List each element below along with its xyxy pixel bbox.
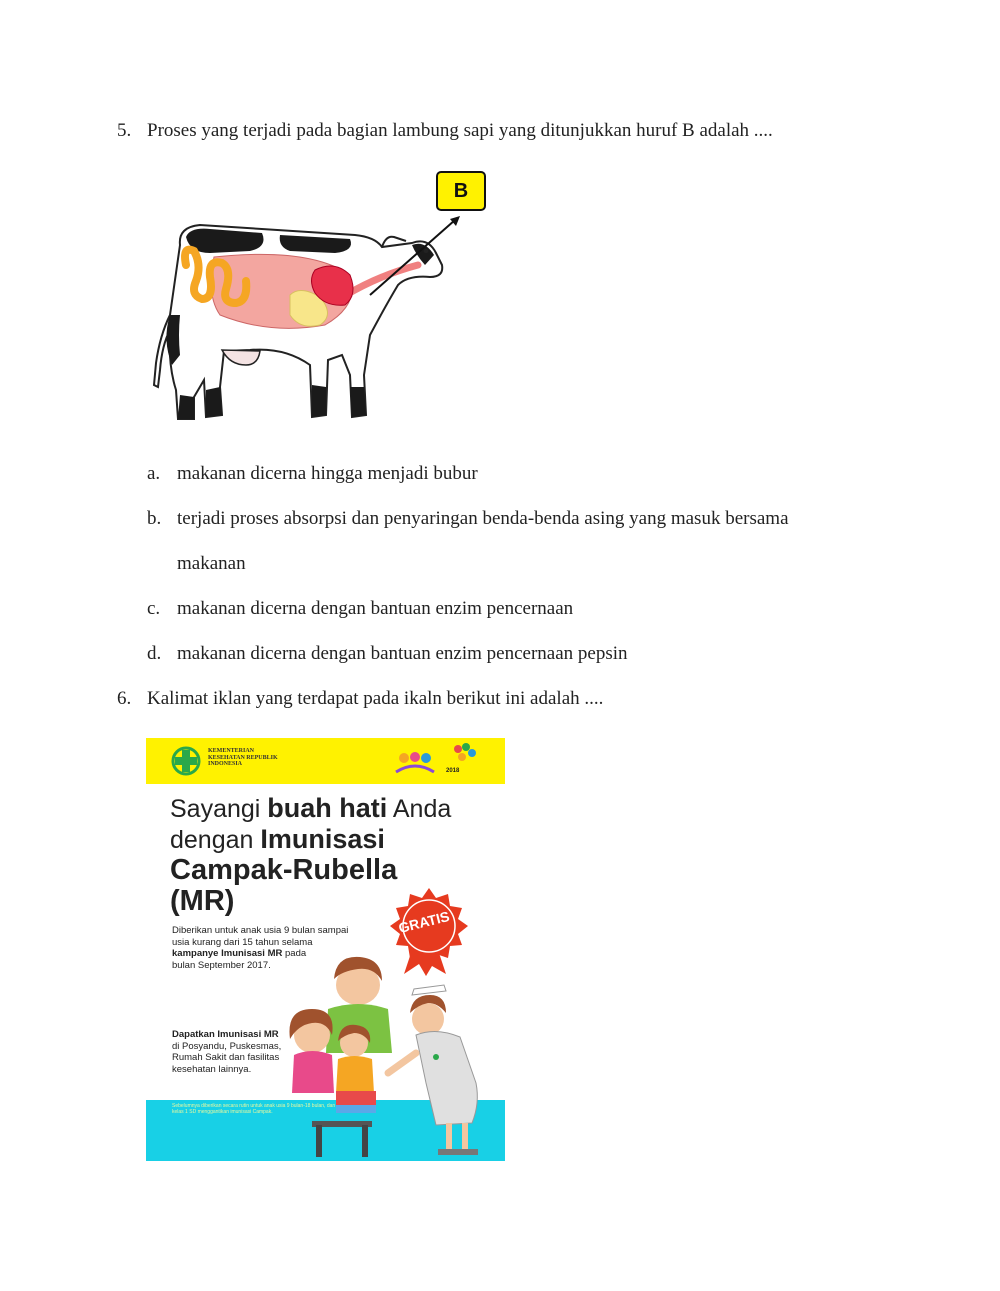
option-text: makanan dicerna dengan bantuan enzim pencernaan pepsin xyxy=(177,643,628,664)
option-letter: a. xyxy=(147,463,161,484)
description-bold: kampanye Imunisasi MR xyxy=(172,948,283,959)
headline-part: dengan xyxy=(170,826,261,854)
option-text: makanan xyxy=(177,553,246,574)
option-text: makanan dicerna dengan bantuan enzim pencernaan xyxy=(177,598,574,619)
family-nurse-illustration xyxy=(276,943,505,1161)
headline-bold: Imunisasi xyxy=(260,824,385,854)
option-letter: d. xyxy=(147,643,162,664)
location-title: Dapatkan Imunisasi MR xyxy=(172,1029,279,1040)
event-logo-icon xyxy=(448,741,480,767)
headline-part: Anda xyxy=(387,795,452,823)
location-line: di Posyandu, Puskesmas, xyxy=(172,1040,282,1052)
children-logo-icon xyxy=(394,750,436,776)
headline-bold: (MR) xyxy=(170,885,235,917)
footer-text: Sebelumnya diberikan secara rutin untuk anak usia 9 bulan-18 bulan, dan kelas 1 SD menggantikan imunisasi Campak. xyxy=(172,1103,336,1115)
label-b: B xyxy=(436,171,486,211)
headline-bold: Campak-Rubella xyxy=(170,854,398,886)
question-text: Kalimat iklan yang terdapat pada ikaln berikut ini adalah .... xyxy=(147,688,604,709)
headline-bold: buah hati xyxy=(267,793,388,823)
description-line: Diberikan untuk anak usia 9 bulan sampai xyxy=(172,925,349,936)
description-line: pada xyxy=(282,948,307,959)
option-text: terjadi proses absorpsi dan penyaringan benda-benda asing yang masuk bersama xyxy=(177,508,789,529)
event-year: 2018 xyxy=(446,768,460,774)
gratis-label: GRATIS xyxy=(396,907,452,937)
question-number: 5. xyxy=(117,120,132,141)
ministry-name: KEMENTERIAN KESEHATAN REPUBLIK INDONESIA xyxy=(208,748,278,767)
immunization-poster xyxy=(146,738,505,1161)
ministry-logo-icon xyxy=(168,744,204,778)
option-letter: b. xyxy=(147,508,162,529)
location-line: kesehatan lainnya. xyxy=(172,1063,252,1075)
question-text: Proses yang terjadi pada bagian lambung sapi yang ditunjukkan huruf B adalah .... xyxy=(147,120,773,141)
headline-part: Sayangi xyxy=(170,795,268,823)
location-line: Rumah Sakit dan fasilitas xyxy=(172,1052,280,1063)
description-line: usia kurang dari 15 tahun selama xyxy=(172,936,313,948)
description-line: bulan September 2017. xyxy=(172,959,271,971)
option-text: makanan dicerna hingga menjadi bubur xyxy=(177,463,478,484)
option-letter: c. xyxy=(147,598,161,619)
question-number: 6. xyxy=(117,688,132,709)
